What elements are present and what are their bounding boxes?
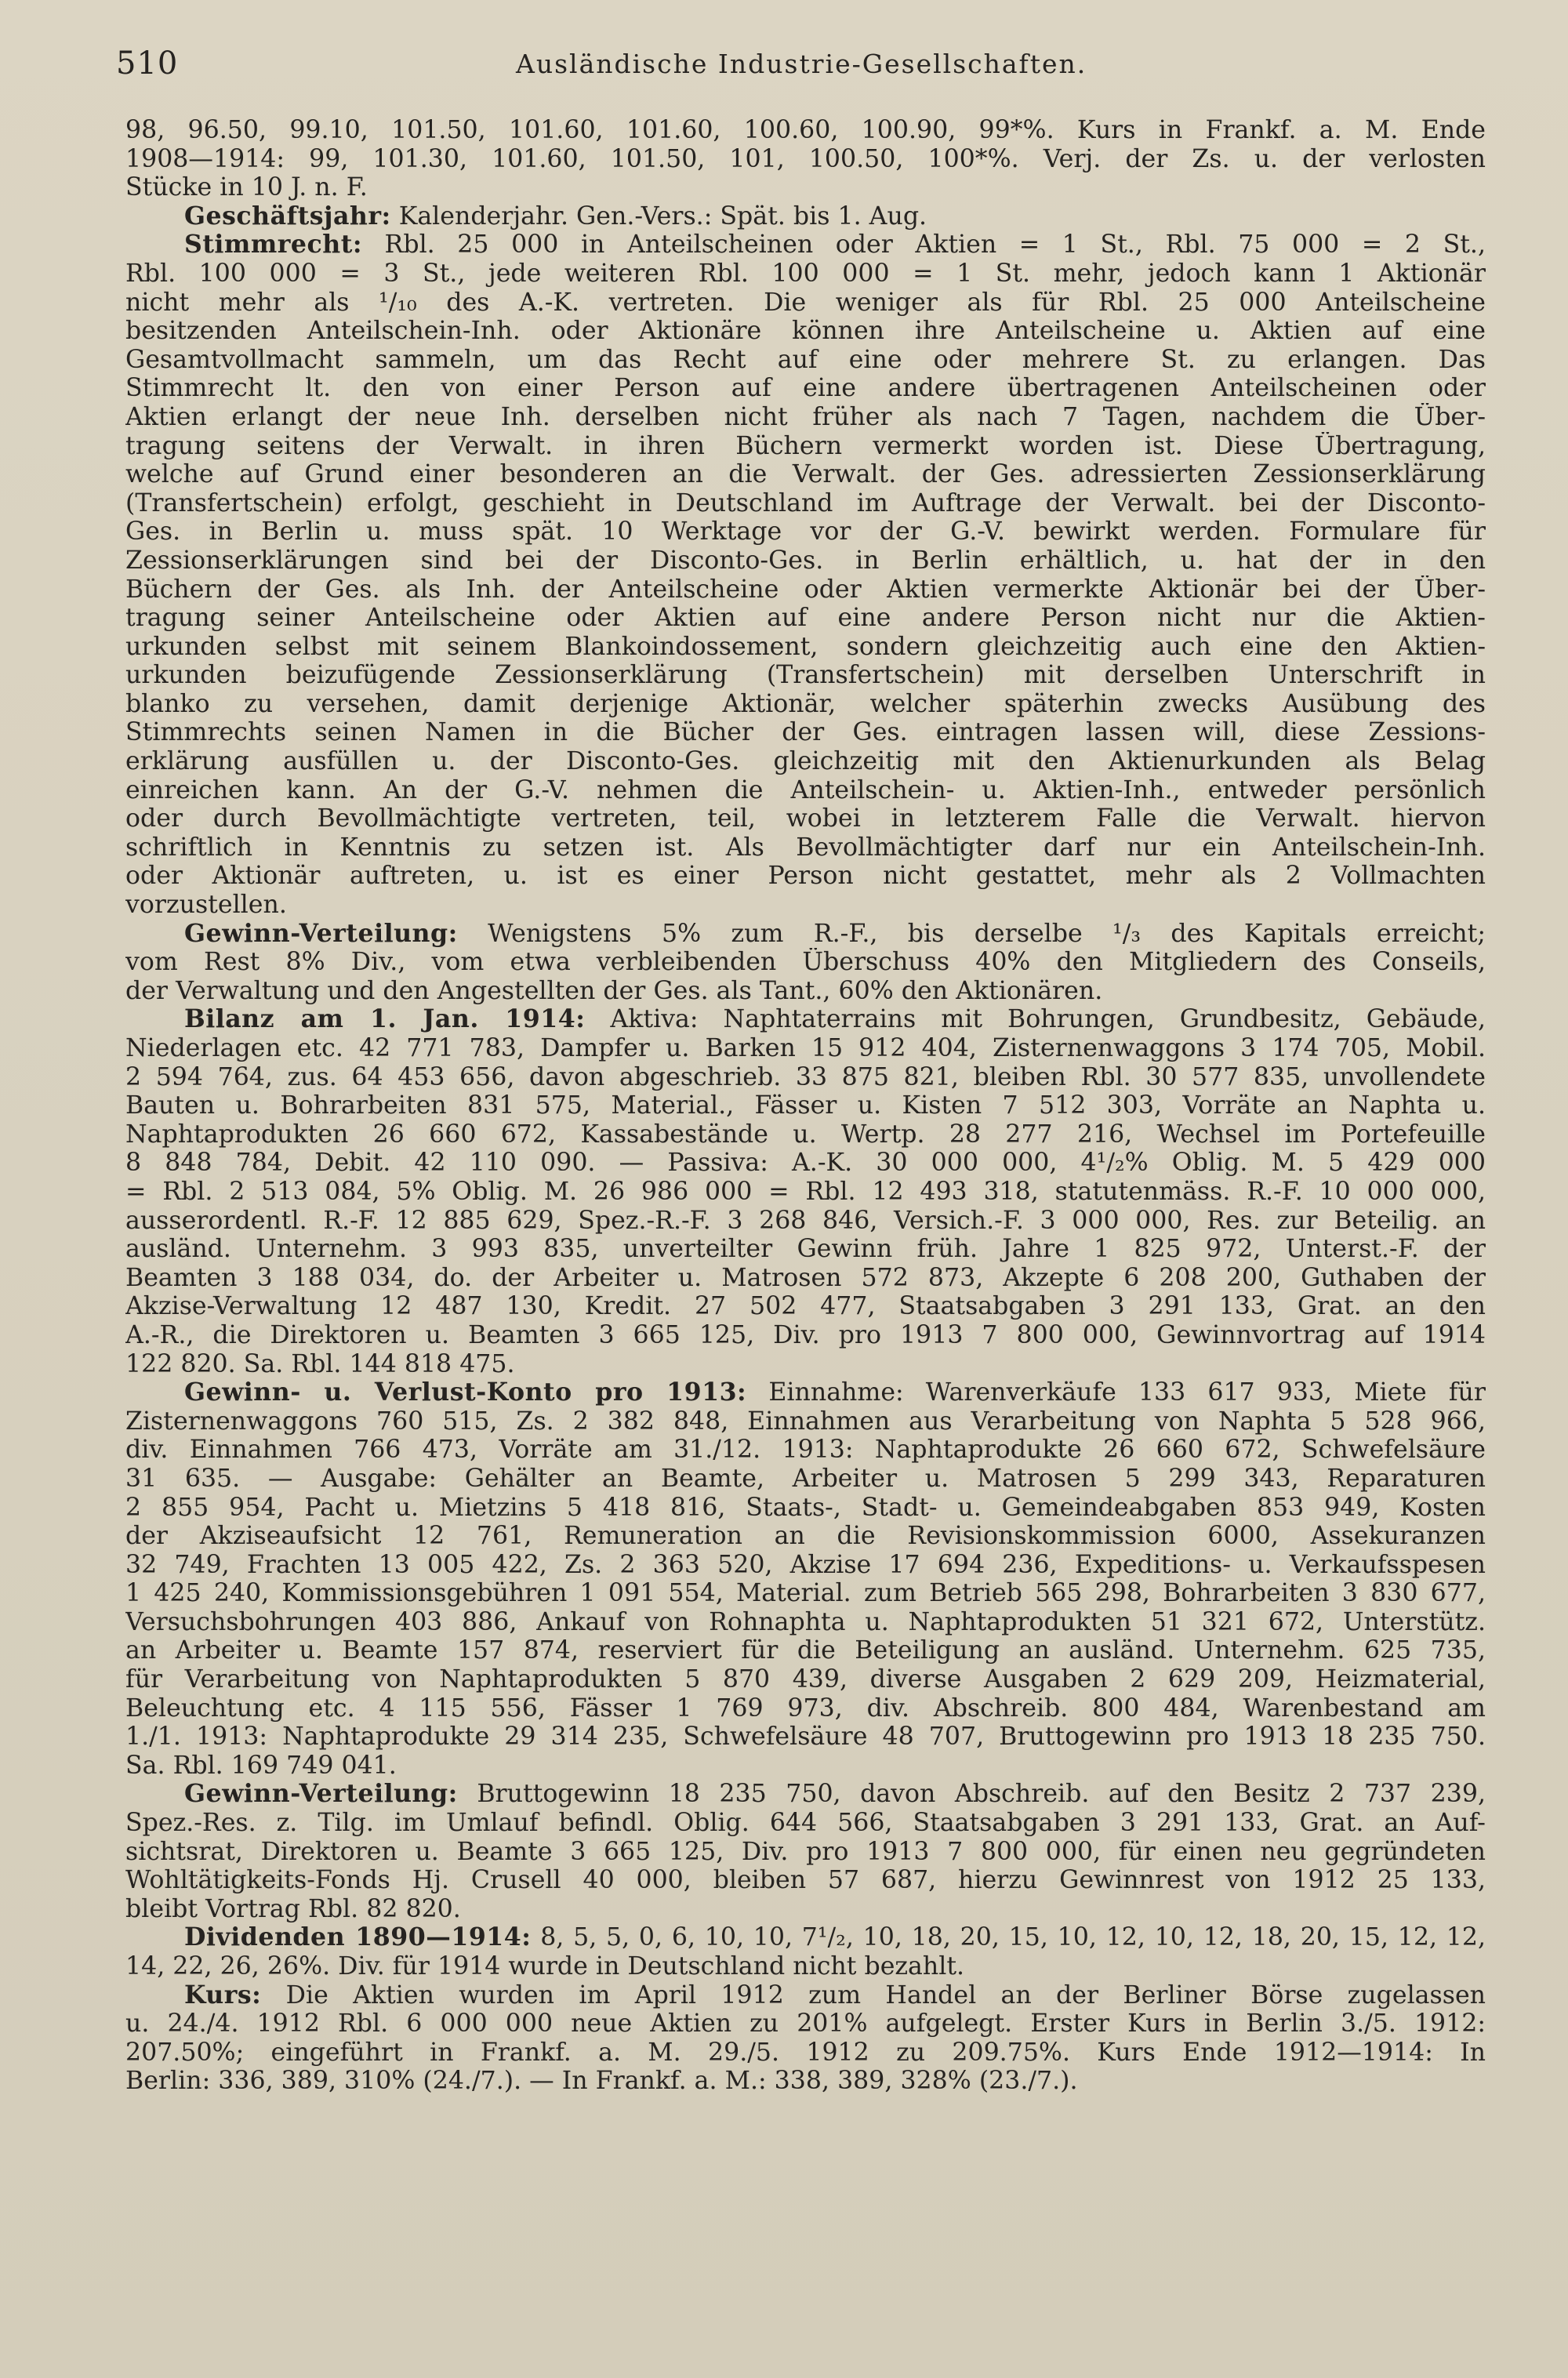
text-line — [125, 116, 1486, 145]
text-line — [125, 920, 1486, 949]
line-text: Einnahme: Warenverkäufe 133 617 933, Miete für — [746, 1378, 1486, 1407]
text-line — [125, 1378, 1486, 1407]
paragraph-kurs — [125, 1981, 1486, 2096]
text-line — [125, 432, 1486, 461]
line-text: Bauten u. Bohrarbeiten 831 575, Material., Fässer u. Kisten 7 512 303, Vorräte an Naphta u. — [125, 1091, 1486, 1120]
text-line — [125, 1752, 1486, 1781]
line-text: ausländ. Unternehm. 3 993 835, unverteilter Gewinn früh. Jahre 1 825 972, Unterst.-F. der — [125, 1235, 1486, 1264]
text-line — [125, 1350, 1486, 1379]
text-line — [125, 1608, 1486, 1637]
line-text: Gesamtvollmacht sammeln, um das Recht auf eine oder mehrere St. zu erlangen. Das — [125, 345, 1486, 374]
line-text: sichtsrat, Direktoren u. Beamte 3 665 125, Div. pro 1913 7 800 000, für einen neu gegründeten — [125, 1837, 1486, 1866]
text-line — [125, 374, 1486, 403]
paragraph-stimmrecht — [125, 231, 1486, 919]
section-heading: Dividenden 1890—1914: — [184, 1923, 532, 1952]
line-text: urkunden beizufügende Zessionserklärung (Transfertschein) mit derselben Unterschrift in — [125, 661, 1486, 690]
line-text: 1908—1914: 99, 101.30, 101.60, 101.50, 101, 100.50, 100*%. Verj. der Zs. u. der verlosten — [125, 144, 1486, 173]
line-text: der Akziseaufsicht 12 761, Remuneration an die Revisionskommission 6000, Assekuranzen — [125, 1522, 1486, 1551]
text-line — [125, 776, 1486, 805]
text-line — [125, 1149, 1486, 1178]
text-line — [125, 546, 1486, 575]
text-line — [125, 1636, 1486, 1665]
text-line — [125, 633, 1486, 662]
section-heading: Geschäftsjahr: — [184, 201, 391, 231]
line-text: bleibt Vortrag Rbl. 82 820. — [125, 1894, 461, 1923]
text-line — [125, 1120, 1486, 1149]
line-text: 14, 22, 26, 26%. Div. für 1914 wurde in Deutschland nicht bezahlt. — [125, 1952, 965, 1980]
text-line — [125, 1895, 1486, 1924]
text-line — [125, 517, 1486, 546]
paragraph-geschaeftsjahr — [125, 202, 1486, 231]
text-line — [125, 891, 1486, 920]
text-line — [125, 173, 1486, 202]
text-line — [125, 1522, 1486, 1551]
line-text: nicht mehr als ¹/₁₀ des A.-K. vertreten. Die weniger als für Rbl. 25 000 Anteilscheine — [125, 288, 1486, 317]
line-text: einreichen kann. An der G.-V. nehmen die Anteilschein- u. Aktien-Inh., entweder persönlich — [125, 775, 1486, 804]
line-text: Bruttogewinn 18 235 750, davon Abschreib. auf den Besitz 2 737 239, — [457, 1780, 1486, 1809]
line-text: 98, 96.50, 99.10, 101.50, 101.60, 101.60, 100.60, 100.90, 99*%. Kurs in Frankf. a. M. Ende — [125, 116, 1486, 144]
line-text: 122 820. Sa. Rbl. 144 818 475. — [125, 1349, 515, 1378]
section-heading: Bilanz am 1. Jan. 1914: — [184, 1005, 586, 1034]
line-text: 1./1. 1913: Naphtaprodukte 29 314 235, Schwefelsäure 48 707, Bruttogewinn pro 1913 18 235 750. — [125, 1723, 1486, 1752]
text-line — [125, 977, 1486, 1006]
section-heading: Gewinn- u. Verlust-Konto pro 1913: — [184, 1378, 747, 1407]
text-line — [125, 1407, 1486, 1436]
text-line — [125, 604, 1486, 633]
line-text: vom Rest 8% Div., vom etwa verbleibenden Überschuss 40% den Mitgliedern des Conseils, — [125, 948, 1486, 977]
line-text: tragung seitens der Verwalt. in ihren Büchern vermerkt worden ist. Diese Übertragung, — [125, 431, 1486, 460]
paragraph-bilanz — [125, 1005, 1486, 1378]
text-line — [125, 1321, 1486, 1350]
line-text: 32 749, Frachten 13 005 422, Zs. 2 363 520, Akzise 17 694 236, Expeditions- u. Verkaufsspesen — [125, 1550, 1486, 1579]
line-text: Aktiva: Naphtaterrains mit Bohrungen, Grundbesitz, Gebäude, — [585, 1005, 1486, 1034]
line-text: Akzise-Verwaltung 12 487 130, Kredit. 27 502 477, Staatsabgaben 3 291 133, Grat. an den — [125, 1292, 1486, 1321]
text-line — [125, 948, 1486, 977]
line-text: erklärung ausfüllen u. der Disconto-Ges. gleichzeitig mit den Aktienurkunden als Belag — [125, 747, 1486, 776]
text-line — [125, 1494, 1486, 1523]
text-line — [125, 661, 1486, 690]
line-text: Stimmrechts seinen Namen in die Bücher der Ges. eintragen lassen will, diese Zessions- — [125, 718, 1486, 747]
line-text: Versuchsbohrungen 403 886, Ankauf von Rohnaphta u. Naphtaprodukten 51 321 672, Unterstütz. — [125, 1607, 1486, 1636]
text-line — [125, 1551, 1486, 1580]
text-line — [125, 1981, 1486, 2010]
line-text: Zisternenwaggons 760 515, Zs. 2 382 848, Einnahmen aus Verarbeitung von Naphta 5 528 966, — [125, 1407, 1486, 1436]
line-text: besitzenden Anteilschein-Inh. oder Aktionäre können ihre Anteilscheine u. Aktien auf eine — [125, 317, 1486, 346]
text-line — [125, 231, 1486, 260]
text-line — [125, 1665, 1486, 1694]
line-text: Aktien erlangt der neue Inh. derselben nicht früher als nach 7 Tagen, nachdem die Über- — [125, 402, 1486, 431]
paragraph-gewinn-verteilung-statut — [125, 920, 1486, 1006]
text-line — [125, 2039, 1486, 2068]
text-line — [125, 1034, 1486, 1063]
section-heading: Stimmrecht: — [184, 231, 362, 260]
section-heading: Gewinn-Verteilung: — [184, 1780, 458, 1809]
text-line — [125, 202, 1486, 231]
line-text: oder Aktionär auftreten, u. ist es einer Person nicht gestattet, mehr als 2 Vollmachten — [125, 862, 1486, 891]
line-text: vorzustellen. — [125, 891, 287, 920]
page-number: 510 — [116, 45, 179, 82]
text-line — [125, 1063, 1486, 1092]
line-text: 2 594 764, zus. 64 453 656, davon abgeschrieb. 33 875 821, bleiben Rbl. 30 577 835, unvollendete — [125, 1062, 1486, 1091]
line-text: 1 425 240, Kommissionsgebühren 1 091 554, Material. zum Betrieb 565 298, Bohrarbeiten 3 830 677, — [125, 1579, 1486, 1608]
line-text: (Transfertschein) erfolgt, geschieht in Deutschland im Auftrage der Verwalt. bei der Disconto- — [125, 488, 1486, 517]
line-text: Zessionserklärungen sind bei der Disconto-Ges. in Berlin erhältlich, u. hat der in den — [125, 546, 1486, 575]
line-text: tragung seiner Anteilscheine oder Aktien auf eine andere Person nicht nur die Aktien- — [125, 604, 1486, 633]
text-line — [125, 2010, 1486, 2039]
text-line — [125, 145, 1486, 174]
text-line — [125, 1264, 1486, 1293]
line-text: an Arbeiter u. Beamte 157 874, reserviert für die Beteiligung an ausländ. Unternehm. 625 735, — [125, 1636, 1486, 1665]
text-line — [125, 489, 1486, 518]
line-text: 207.50%; eingeführt in Frankf. a. M. 29./5. 1912 zu 209.75%. Kurs Ende 1912—1914: In — [125, 2038, 1486, 2067]
text-line — [125, 1723, 1486, 1752]
paragraph-gewinn-verteilung-1913 — [125, 1780, 1486, 1923]
line-text: urkunden selbst mit seinem Blankoindossement, sondern gleichzeitig auch eine den Aktien- — [125, 632, 1486, 661]
line-text: Kalenderjahr. Gen.-Vers.: Spät. bis 1. Aug. — [390, 201, 927, 231]
line-text: Wohltätigkeits-Fonds Hj. Crusell 40 000, bleiben 57 687, hierzu Gewinnrest von 1912 25 133, — [125, 1866, 1486, 1895]
line-text: Beamten 3 188 034, do. der Arbeiter u. Matrosen 572 873, Akzepte 6 208 200, Guthaben der — [125, 1263, 1486, 1292]
paragraph-gewinn-verlust-konto — [125, 1378, 1486, 1780]
line-text: oder durch Bevollmächtigte vertreten, teil, wobei in letzterem Falle die Verwalt. hiervon — [125, 804, 1486, 833]
line-text: Wenigstens 5% zum R.-F., bis derselbe ¹/₃ des Kapitals erreicht; — [457, 919, 1486, 948]
text-line — [125, 317, 1486, 346]
line-text: Rbl. 100 000 = 3 St., jede weiteren Rbl. 100 000 = 1 St. mehr, jedoch kann 1 Aktionär — [125, 259, 1486, 288]
section-heading: Kurs: — [184, 1980, 262, 2010]
document-body — [125, 116, 1486, 2096]
text-line — [125, 1178, 1486, 1207]
text-line — [125, 690, 1486, 719]
line-text: Beleuchtung etc. 4 115 556, Fässer 1 769 973, div. Abschreib. 800 484, Warenbestand am — [125, 1694, 1486, 1723]
text-line — [125, 1091, 1486, 1120]
line-text: schriftlich in Kenntnis zu setzen ist. Als Bevollmächtigter darf nur ein Anteilschein-Inh. — [125, 833, 1486, 862]
text-line — [125, 747, 1486, 776]
line-text: Stücke in 10 J. n. F. — [125, 173, 368, 202]
text-line — [125, 1436, 1486, 1465]
line-text: 31 635. — Ausgabe: Gehälter an Beamte, Arbeiter u. Matrosen 5 299 343, Reparaturen — [125, 1464, 1486, 1493]
line-text: blanko zu versehen, damit derjenige Aktionär, welcher späterhin zwecks Ausübung des — [125, 689, 1486, 718]
text-line — [125, 1838, 1486, 1867]
text-line — [125, 1005, 1486, 1034]
line-text: der Verwaltung und den Angestellten der Ges. als Tant., 60% den Aktionären. — [125, 976, 1103, 1005]
text-line — [125, 2067, 1486, 2096]
text-line — [125, 1292, 1486, 1321]
line-text: u. 24./4. 1912 Rbl. 6 000 000 neue Aktien zu 201% aufgelegt. Erster Kurs in Berlin 3./5. 1912: — [125, 2010, 1486, 2039]
line-text: ausserordentl. R.-F. 12 885 629, Spez.-R.-F. 3 268 846, Versich.-F. 3 000 000, Res. zur Beteilig. an — [125, 1206, 1486, 1235]
text-line — [125, 1809, 1486, 1838]
line-text: Büchern der Ges. als Inh. der Anteilscheine oder Aktien vermerkte Aktionär bei der Über- — [125, 575, 1486, 604]
text-line — [125, 1694, 1486, 1723]
line-text: Die Aktien wurden im April 1912 zum Handel an der Berliner Börse zugelassen — [261, 1980, 1486, 2010]
line-text: Stimmrecht lt. den von einer Person auf eine andere übertragenen Anteilscheinen oder — [125, 374, 1486, 403]
text-line — [125, 1780, 1486, 1809]
text-line — [125, 1952, 1486, 1981]
line-text: div. Einnahmen 766 473, Vorräte am 31./12. 1913: Naphtaprodukte 26 660 672, Schwefelsäure — [125, 1436, 1486, 1465]
paragraph-dividenden — [125, 1923, 1486, 1980]
line-text: 2 855 954, Pacht u. Mietzins 5 418 816, Staats-, Stadt- u. Gemeindeabgaben 853 949, Kosten — [125, 1493, 1486, 1522]
paragraph-kurse — [125, 116, 1486, 202]
line-text: Berlin: 336, 389, 310% (24./7.). — In Frankf. a. M.: 338, 389, 328% (23./7.). — [125, 2067, 1078, 2096]
text-line — [125, 1465, 1486, 1494]
page-header — [116, 45, 1480, 93]
text-line — [125, 862, 1486, 891]
line-text: 8 848 784, Debit. 42 110 090. — Passiva: A.-K. 30 000 000, 4¹/₂% Oblig. M. 5 429 000 — [125, 1149, 1486, 1178]
text-line — [125, 1579, 1486, 1608]
line-text: Sa. Rbl. 169 749 041. — [125, 1751, 397, 1780]
text-line — [125, 575, 1486, 604]
text-line — [125, 1207, 1486, 1236]
text-line — [125, 289, 1486, 318]
text-line — [125, 1923, 1486, 1952]
text-line — [125, 718, 1486, 747]
line-text: = Rbl. 2 513 084, 5% Oblig. M. 26 986 000 = Rbl. 12 493 318, statutenmäss. R.-F. 10 000 000, — [125, 1177, 1486, 1206]
text-line — [125, 403, 1486, 432]
line-text: Spez.-Res. z. Tilg. im Umlauf befindl. Oblig. 644 566, Staatsabgaben 3 291 133, Grat. an Auf- — [125, 1809, 1486, 1838]
text-line — [125, 1235, 1486, 1264]
line-text: Niederlagen etc. 42 771 783, Dampfer u. Barken 15 912 404, Zisternenwaggons 3 174 705, Mobil. — [125, 1034, 1486, 1062]
line-text: für Verarbeitung von Naphtaprodukten 5 870 439, diverse Ausgaben 2 629 209, Heizmaterial, — [125, 1665, 1486, 1694]
section-heading: Gewinn-Verteilung: — [184, 919, 458, 948]
text-line — [125, 1866, 1486, 1895]
text-line — [125, 833, 1486, 862]
text-line — [125, 260, 1486, 289]
text-line — [125, 346, 1486, 375]
line-text: Ges. in Berlin u. muss spät. 10 Werktage vor der G.-V. bewirkt werden. Formulare für — [125, 517, 1486, 546]
line-text: Naphtaprodukten 26 660 672, Kassabestände u. Wertp. 28 277 216, Wechsel im Portefeuille — [125, 1120, 1486, 1149]
line-text: 8, 5, 5, 0, 6, 10, 10, 7¹/₂, 10, 18, 20, 15, 10, 12, 10, 12, 18, 20, 15, 12, 12, — [531, 1923, 1486, 1952]
line-text: Rbl. 25 000 in Anteilscheinen oder Aktien = 1 St., Rbl. 75 000 = 2 St., — [361, 231, 1486, 260]
running-title: Ausländische Industrie-Gesellschaften. — [516, 49, 1087, 79]
line-text: welche auf Grund einer besonderen an die Verwalt. der Ges. adressierten Zessionserklärung — [125, 460, 1486, 489]
text-line — [125, 460, 1486, 489]
line-text: A.-R., die Direktoren u. Beamten 3 665 125, Div. pro 1913 7 800 000, Gewinnvortrag auf 1914 — [125, 1320, 1486, 1349]
text-line — [125, 804, 1486, 833]
